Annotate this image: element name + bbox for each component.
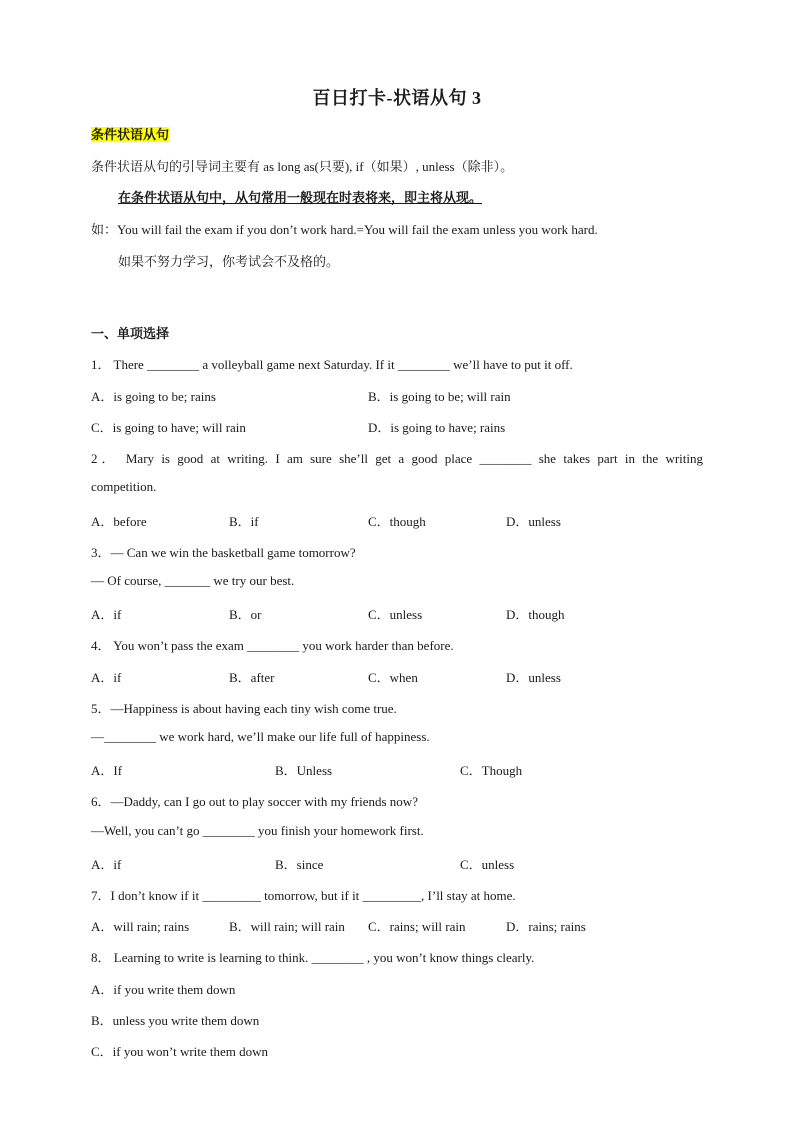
example-chinese: 如果不努力学习，你考试会不及格的。 xyxy=(118,254,340,269)
option-8c: C．if you won’t write them down xyxy=(91,1044,269,1059)
question-6: 6．—Daddy, can I go out to play soccer with my friends now? xyxy=(91,794,418,809)
question-2-cont: competition. xyxy=(91,479,157,494)
option-7b: B．will rain; will rain xyxy=(229,919,345,934)
option-1c: C．is going to have; will rain xyxy=(91,420,246,435)
question-3: 3．— Can we win the basketball game tomorrow? xyxy=(91,545,356,560)
question-6-cont: —Well, you can’t go ________ you finish your homework first. xyxy=(91,823,424,838)
example-english: 如：You will fail the exam if you don’t work hard.=You will fail the exam unless you work hard. xyxy=(91,222,598,237)
option-2c: C．though xyxy=(368,514,426,529)
option-7c: C．rains; will rain xyxy=(368,919,466,934)
question-4: 4． You won’t pass the exam ________ you work harder than before. xyxy=(91,638,454,653)
option-6a: A．if xyxy=(91,857,122,872)
option-4b: B．after xyxy=(229,670,275,685)
option-3b: B．or xyxy=(229,607,262,622)
option-3d: D．though xyxy=(506,607,565,622)
option-8b: B．unless you write them down xyxy=(91,1013,260,1028)
option-5c: C．Though xyxy=(460,763,523,778)
option-5a: A．If xyxy=(91,763,123,778)
option-4a: A．if xyxy=(91,670,122,685)
question-1: 1． There ________ a volleyball game next Saturday. If it ________ we’ll have to put it off. xyxy=(91,357,573,372)
option-4d: D．unless xyxy=(506,670,561,685)
grammar-rule: 在条件状语从句中，从句常用一般现在时表将来，即主将从现。 xyxy=(118,190,483,205)
section-title: 一、单项选择 xyxy=(91,326,170,341)
intro-line: 条件状语从句的引导词主要有 as long as(只要), if（如果）, unless（除非）。 xyxy=(91,159,514,174)
question-5: 5．—Happiness is about having each tiny wish come true. xyxy=(91,701,397,716)
option-1b: B．is going to be; will rain xyxy=(368,389,511,404)
option-1a: A．is going to be; rains xyxy=(91,389,216,404)
option-7a: A．will rain; rains xyxy=(91,919,190,934)
highlighted-heading: 条件状语从句 xyxy=(91,127,170,142)
option-3c: C．unless xyxy=(368,607,423,622)
option-3a: A．if xyxy=(91,607,122,622)
question-8: 8． Learning to write is learning to think. ________ , you won’t know things clearly. xyxy=(91,950,535,965)
option-6b: B．since xyxy=(275,857,324,872)
option-7d: D．rains; rains xyxy=(506,919,586,934)
intro-heading xyxy=(91,124,169,143)
page-title: 百日打卡-状语从句 3 xyxy=(312,88,482,108)
question-5-cont: —________ we work hard, we’ll make our life full of happiness. xyxy=(91,729,430,744)
option-1d: D．is going to have; rains xyxy=(368,420,506,435)
option-2b: B．if xyxy=(229,514,259,529)
question-7: 7．I don’t know if it _________ tomorrow, but if it _________, I’ll stay at home. xyxy=(91,888,516,903)
option-2a: A．before xyxy=(91,514,147,529)
option-8a: A．if you write them down xyxy=(91,982,236,997)
question-2: 2． Mary is good at writing. I am sure she’ll get a good place ________ she takes part in the writing xyxy=(91,451,703,466)
option-6c: C．unless xyxy=(460,857,515,872)
question-3-cont: — Of course, _______ we try our best. xyxy=(91,573,295,588)
option-4c: C．when xyxy=(368,670,418,685)
option-5b: B．Unless xyxy=(275,763,333,778)
option-2d: D．unless xyxy=(506,514,561,529)
